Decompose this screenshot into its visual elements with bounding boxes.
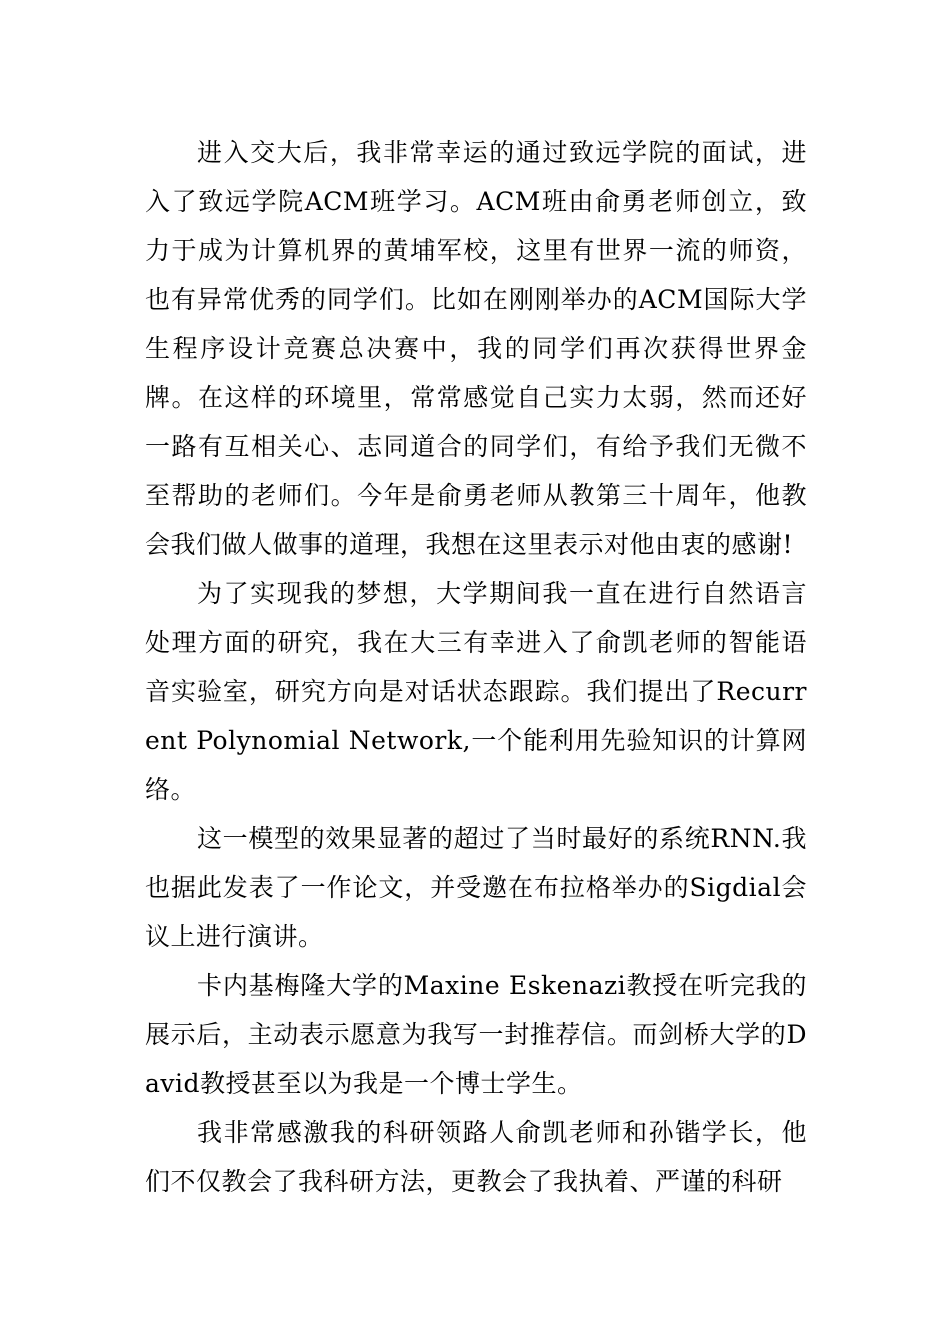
paragraph-5: 我非常感激我的科研领路人俞凯老师和孙锴学长，他们不仅教会了我科研方法，更教会了我执着、严谨的科研 — [145, 1118, 807, 1196]
paragraph-4: 卡内基梅隆大学的Maxine Eskenazi教授在听完我的展示后，主动表示愿意为我写一封推荐信。而剑桥大学的David教授甚至以为我是一个博士学生。 — [145, 971, 807, 1098]
paragraph-3: 这一模型的效果显著的超过了当时最好的系统RNN.我也据此发表了一作论文，并受邀在布拉格举办的Sigdial会议上进行演讲。 — [145, 824, 807, 951]
paragraph-1: 进入交大后，我非常幸运的通过致远学院的面试，进入了致远学院ACM班学习。ACM班由俞勇老师创立，致力于成为计算机界的黄埔军校，这里有世界一流的师资，也有异常优秀的同学们。比如在刚刚举办的ACM国际大学生程序设计竞赛总决赛中，我的同学们再次获得世界金牌。在这样的环境里，常常感觉自己实力太弱，然而还好一路有互相关心、志同道合的同学们，有给予我们无微不至帮助的老师们。今年是俞勇老师从教第三十周年，他教会我们做人做事的道理，我想在这里表示对他由衷的感谢! — [145, 138, 807, 559]
paragraph-2: 为了实现我的梦想，大学期间我一直在进行自然语言处理方面的研究，我在大三有幸进入了俞凯老师的智能语音实验室，研究方向是对话状态跟踪。我们提出了Recurrent Polynomial Network,一个能利用先验知识的计算网络。 — [145, 579, 807, 804]
document-body — [145, 128, 807, 1206]
